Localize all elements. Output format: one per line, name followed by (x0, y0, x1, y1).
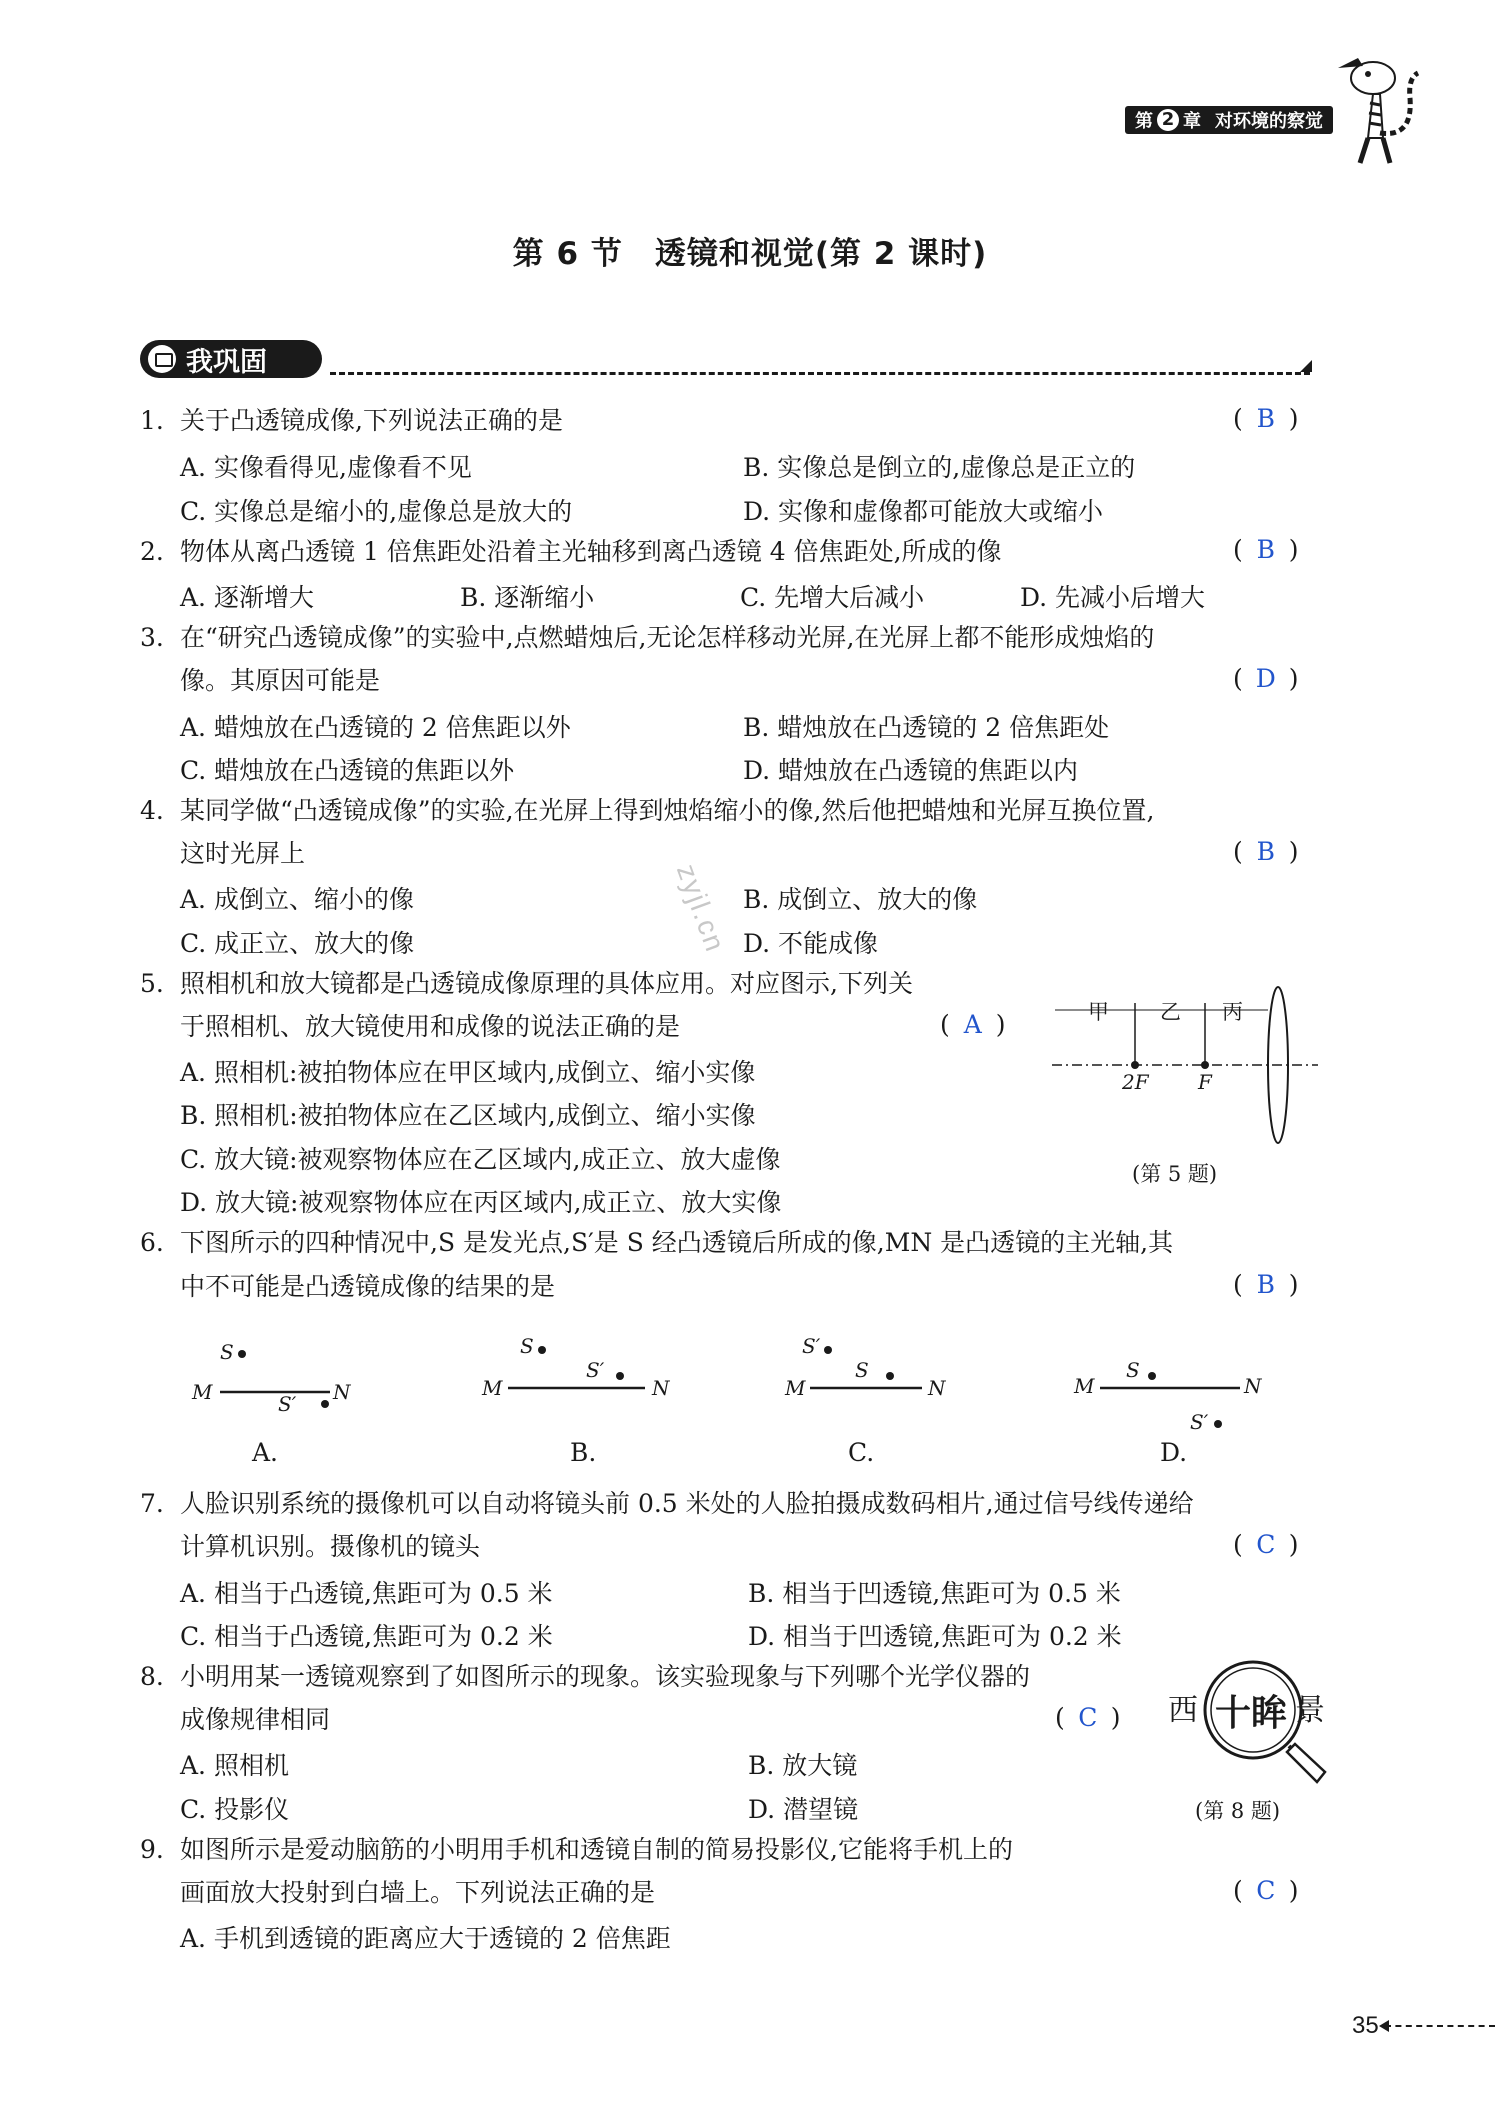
label-s-prime: S′ (586, 1358, 605, 1382)
chapter-title: 对环境的察觉 (1215, 111, 1323, 132)
answer-slot: ( B ) (1233, 404, 1299, 433)
question-text: 像。其原因可能是 (180, 666, 381, 695)
answer-value: D (1255, 664, 1276, 693)
magnified-center-text: 十眸 (1215, 1692, 1288, 1734)
figure-option-b: B. (570, 1438, 597, 1467)
option: A. 照相机 (180, 1751, 289, 1780)
answer-slot: ( B ) (1233, 535, 1299, 564)
option: A. 成倒立、缩小的像 (180, 885, 414, 914)
question-text: 画面放大投射到白墙上。下列说法正确的是 (180, 1878, 656, 1907)
zone-label-jia: 甲 (1088, 1000, 1109, 1024)
section-tag (140, 340, 322, 378)
question-number: 7. (140, 1489, 164, 1518)
figure-caption: (第 8 题) (1195, 1799, 1281, 1823)
option: B. 成倒立、放大的像 (743, 885, 978, 914)
option: C. 成正立、放大的像 (180, 929, 415, 958)
question-text: 下图所示的四种情况中,S 是发光点,S′是 S 经凸透镜后所成的像,MN 是凸透镜的主光轴,其 (180, 1228, 1174, 1257)
label-s: S (1126, 1358, 1140, 1382)
label-2f: 2F (1122, 1070, 1149, 1094)
label-n: N (652, 1376, 670, 1400)
question-text: 物体从离凸透镜 1 倍焦距处沿着主光轴移到离凸透镜 4 倍焦距处,所成的像 (180, 537, 1002, 566)
answer-slot: ( C ) (1233, 1530, 1299, 1559)
question-text: 计算机识别。摄像机的镜头 (180, 1532, 481, 1561)
option: B. 蜡烛放在凸透镜的 2 倍焦距处 (743, 713, 1110, 742)
section-divider (330, 372, 1310, 375)
question-number: 3. (140, 623, 164, 652)
question-text: 如图所示是爱动脑筋的小明用手机和透镜自制的简易投影仪,它能将手机上的 (180, 1835, 1013, 1864)
figure-caption: (第 5 题) (1132, 1162, 1218, 1186)
question-number: 8. (140, 1662, 164, 1691)
label-s: S (520, 1334, 534, 1358)
question-number: 9. (140, 1835, 164, 1864)
answer-value: C (1078, 1703, 1098, 1732)
answer-value: B (1256, 404, 1275, 433)
answer-slot: ( C ) (1233, 1876, 1299, 1905)
page-title: 第 6 节 透镜和视觉(第 2 课时) (512, 236, 988, 272)
question-text: 人脸识别系统的摄像机可以自动将镜头前 0.5 米处的人脸拍摄成数码相片,通过信号线传递给 (180, 1489, 1194, 1518)
section-label: 我巩固 (186, 346, 267, 378)
label-n: N (928, 1376, 946, 1400)
option: B. 相当于凹透镜,焦距可为 0.5 米 (748, 1579, 1121, 1608)
question-number: 1. (140, 406, 164, 435)
option: C. 相当于凸透镜,焦距可为 0.2 米 (180, 1622, 553, 1651)
magnified-right-char: 景 (1295, 1693, 1325, 1728)
figure-option-a: A. (252, 1438, 279, 1467)
question-text: 小明用某一透镜观察到了如图所示的现象。该实验现象与下列哪个光学仪器的 (180, 1662, 1031, 1691)
answer-slot: ( C ) (1055, 1703, 1121, 1732)
figure-option-d: D. (1160, 1438, 1188, 1467)
question-number: 6. (140, 1228, 164, 1257)
question-number: 2. (140, 537, 164, 566)
option: D. 蜡烛放在凸透镜的焦距以内 (743, 756, 1079, 785)
option: B. 实像总是倒立的,虚像总是正立的 (743, 453, 1136, 482)
label-s: S (220, 1340, 234, 1364)
answer-value: B (1256, 837, 1275, 866)
option: D. 不能成像 (743, 929, 879, 958)
point-f (1201, 1061, 1209, 1069)
question-text: 于照相机、放大镜使用和成像的说法正确的是 (180, 1012, 681, 1041)
option: B. 照相机:被拍物体应在乙区域内,成倒立、缩小实像 (180, 1101, 756, 1130)
answer-value: C (1256, 1530, 1276, 1559)
answer-value: C (1256, 1876, 1276, 1905)
option: B. 放大镜 (748, 1751, 858, 1780)
question-text: 照相机和放大镜都是凸透镜成像原理的具体应用。对应图示,下列关 (180, 969, 913, 998)
axis-diagram-b (480, 1332, 670, 1412)
label-n: N (1244, 1374, 1262, 1398)
label-s: S (855, 1358, 869, 1382)
point-2f (1131, 1061, 1139, 1069)
label-f: F (1198, 1070, 1212, 1094)
tiger-mascot-icon (1318, 38, 1428, 173)
option: A. 相当于凸透镜,焦距可为 0.5 米 (180, 1579, 553, 1608)
question-text: 某同学做“凸透镜成像”的实验,在光屏上得到烛焰缩小的像,然后他把蜡烛和光屏互换位置, (180, 796, 1155, 825)
answer-slot: ( B ) (1233, 837, 1299, 866)
zone-label-yi: 乙 (1160, 1000, 1181, 1024)
label-m: M (192, 1380, 213, 1404)
option: C. 蜡烛放在凸透镜的焦距以外 (180, 756, 515, 785)
answer-value: B (1256, 535, 1275, 564)
option: C. 投影仪 (180, 1795, 290, 1824)
chapter-suffix: 章 (1183, 111, 1201, 132)
axis-diagram-d (1070, 1340, 1270, 1440)
pencil-box-icon (148, 345, 176, 373)
chapter-prefix: 第 (1135, 111, 1153, 132)
question-text: 成像规律相同 (180, 1705, 331, 1734)
option: C. 实像总是缩小的,虚像总是放大的 (180, 497, 573, 526)
label-s-prime: S′ (278, 1392, 297, 1416)
question-text: 中不可能是凸透镜成像的结果的是 (180, 1272, 556, 1301)
option: D. 潜望镜 (748, 1795, 859, 1824)
option: A. 逐渐增大 (180, 583, 314, 612)
answer-slot: ( A ) (940, 1010, 1006, 1039)
answer-value: A (963, 1010, 982, 1039)
watermark: zyjl.cn (670, 860, 732, 957)
page-arrow-icon (1385, 2025, 1495, 2027)
option: D. 放大镜:被观察物体应在丙区域内,成正立、放大实像 (180, 1188, 782, 1217)
question-text: 在“研究凸透镜成像”的实验中,点燃蜡烛后,无论怎样移动光屏,在光屏上都不能形成烛焰的 (180, 623, 1155, 652)
chapter-badge (1125, 106, 1333, 134)
option: A. 照相机:被拍物体应在甲区域内,成倒立、缩小实像 (180, 1058, 756, 1087)
option: A. 蜡烛放在凸透镜的 2 倍焦距以外 (180, 713, 571, 742)
magnified-left-char: 西 (1168, 1693, 1198, 1728)
label-m: M (482, 1376, 503, 1400)
corner-mark (1300, 360, 1312, 372)
question-text: 这时光屏上 (180, 839, 306, 868)
label-m: M (1074, 1374, 1095, 1398)
label-m: M (785, 1376, 806, 1400)
label-n: N (333, 1380, 351, 1404)
option: C. 先增大后减小 (740, 583, 925, 612)
option: D. 相当于凹透镜,焦距可为 0.2 米 (748, 1622, 1122, 1651)
option: D. 先减小后增大 (1020, 583, 1206, 612)
chapter-number: 2 (1157, 109, 1179, 131)
answer-slot: ( D ) (1233, 664, 1299, 693)
figure-option-c: C. (848, 1438, 875, 1467)
question-text: 关于凸透镜成像,下列说法正确的是 (180, 406, 563, 435)
option: D. 实像和虚像都可能放大或缩小 (743, 497, 1104, 526)
label-s-prime: S′ (802, 1334, 821, 1358)
option: C. 放大镜:被观察物体应在乙区域内,成正立、放大虚像 (180, 1145, 781, 1174)
answer-value: B (1256, 1270, 1275, 1299)
question-number: 4. (140, 796, 164, 825)
option: A. 手机到透镜的距离应大于透镜的 2 倍焦距 (180, 1924, 671, 1953)
question-number: 5. (140, 969, 164, 998)
answer-slot: ( B ) (1233, 1270, 1299, 1299)
label-s-prime: S′ (1190, 1410, 1209, 1434)
option: A. 实像看得见,虚像看不见 (180, 453, 472, 482)
zone-label-bing: 丙 (1222, 1000, 1243, 1024)
option: B. 逐渐缩小 (460, 583, 595, 612)
page-number: 35 (1352, 2012, 1379, 2039)
